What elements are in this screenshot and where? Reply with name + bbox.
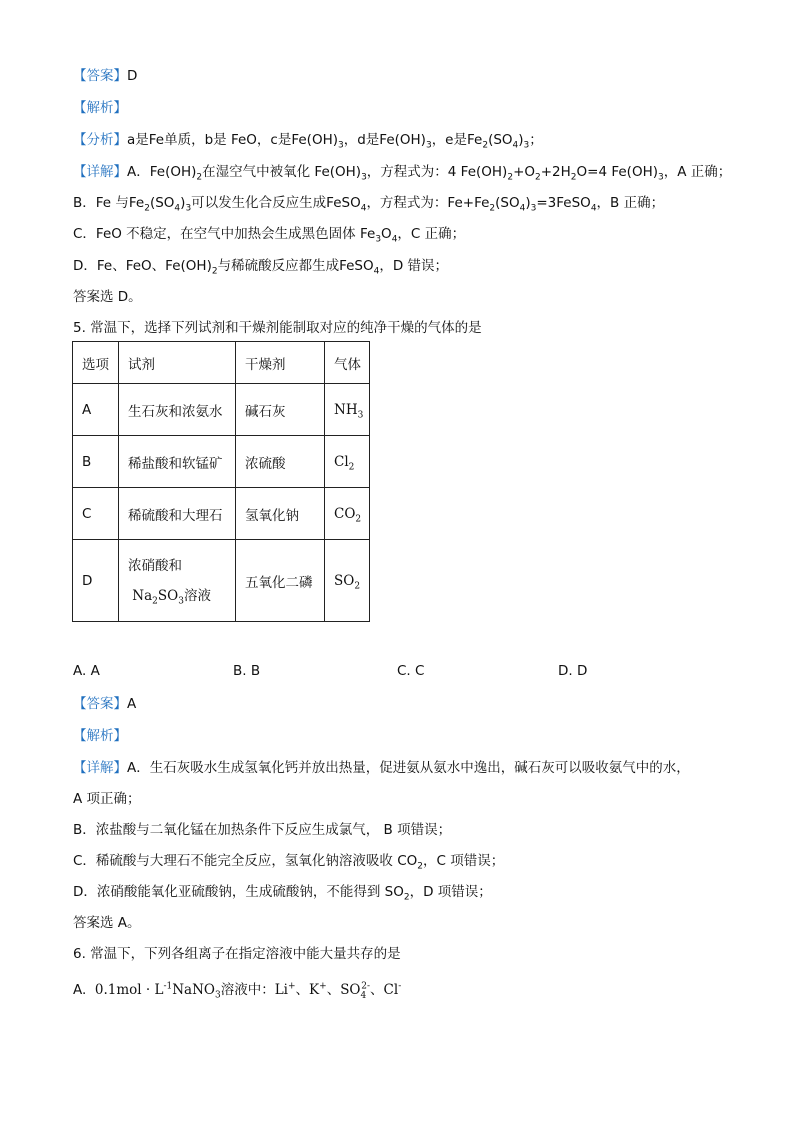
xiangjie-line-a <box>73 758 690 778</box>
fenxi-line: 【分析】a是Fe单质，b是 FeO，c是$Fe(OH)_3$，d是$Fe(OH)_3$，e是$Fe_2(SO_4)_3$； <box>73 132 543 151</box>
answer-choice: 答案选 A。 <box>73 915 141 931</box>
cell-reagent: 生石灰和浓氨水 <box>119 384 236 436</box>
cell-desiccant: 浓硫酸 <box>236 436 325 488</box>
header-desiccant: 干燥剂 <box>236 342 325 384</box>
q6-option-a: A. $0.1mol \cdot L^{-1}NaNO_3$溶液中：Li+、K+、$SO_4^{2-}$、Cl- <box>73 981 402 1001</box>
table-row <box>73 488 370 540</box>
explain-line-c: C．稀硫酸与大理石不能完全反应，氢氧化钠溶液吸收 $CO_2$，C 项错误； <box>73 853 505 872</box>
option-d: D. D <box>558 663 588 679</box>
header-option: 选项 <box>73 342 119 384</box>
answer-tag: 【答案】 <box>73 68 127 84</box>
cell-gas: $CO_2$ <box>325 488 370 540</box>
answer-value: A <box>127 696 137 712</box>
reagent-line-2: $Na_2SO_3$溶液 <box>132 587 211 607</box>
explain-text: A．生石灰吸水生成氢氧化钙并放出热量，促进氨从氨水中逸出，碱石灰可以吸收氨气中的水， <box>127 760 690 776</box>
cell-option: D <box>73 540 119 622</box>
cell-option: A <box>73 384 119 436</box>
table-row <box>73 436 370 488</box>
cell-reagent: 稀硫酸和大理石 <box>119 488 236 540</box>
option-a: A. A <box>73 663 100 679</box>
option-c: C. C <box>397 663 425 679</box>
answer-line <box>73 694 136 714</box>
answer-options <box>73 663 613 683</box>
explain-line-b: B．Fe 与$Fe_2(SO_4)_3$可以发生化合反应生成FeSO$_4$，方程式为：$Fe+Fe_2(SO_4)_3=3FeSO_4$，B 正确； <box>73 195 665 214</box>
cell-desiccant: 碱石灰 <box>236 384 325 436</box>
xiangjie-line-a: 【详解】A．$Fe(OH)_2$在湿空气中被氧化 $Fe(OH)_3$，方程式为：4 $Fe(OH)_2+O_2+2H_2O=4$ $Fe(OH)_3$，A 正确； <box>73 164 732 183</box>
fenxi-tag: 【分析】 <box>73 132 127 148</box>
cell-gas: $NH_3$ <box>325 384 370 436</box>
explain-line-b: B．浓盐酸与二氧化锰在加热条件下反应生成氯气， B 项错误； <box>73 822 452 838</box>
cell-option: B <box>73 436 119 488</box>
table-row <box>73 384 370 436</box>
reagent-line-1: 浓硝酸和 <box>128 557 182 574</box>
question-6: 6. 常温下，下列各组离子在指定溶液中能大量共存的是 <box>73 946 401 962</box>
xiangjie-tag: 【详解】 <box>73 760 127 776</box>
answer-line <box>73 66 137 86</box>
reagent-table <box>72 341 370 622</box>
answer-value: D <box>127 68 138 84</box>
cell-reagent: 稀盐酸和软锰矿 <box>119 436 236 488</box>
cell-gas: $Cl_2$ <box>325 436 370 488</box>
analysis-tag: 【解析】 <box>73 100 127 116</box>
analysis-tag: 【解析】 <box>73 728 127 744</box>
explain-line-a2: A 项正确； <box>73 791 141 807</box>
cell-desiccant: 氢氧化钠 <box>236 488 325 540</box>
cell-option: C <box>73 488 119 540</box>
explain-line-d: D．Fe、FeO、$Fe(OH)_2$与稀硫酸反应都生成FeSO$_4$，D 错误； <box>73 258 449 277</box>
table-row <box>73 540 370 622</box>
cell-reagent <box>119 540 236 622</box>
header-reagent: 试剂 <box>119 342 236 384</box>
question-5: 5. 常温下，选择下列试剂和干燥剂能制取对应的纯净干燥的气体的是 <box>73 320 482 336</box>
header-gas: 气体 <box>325 342 370 384</box>
answer-choice: 答案选 D。 <box>73 289 142 305</box>
cell-gas: $SO_2$ <box>325 540 370 622</box>
table-header-row <box>73 342 370 384</box>
xiangjie-tag: 【详解】 <box>73 164 127 180</box>
explain-line-c: C．FeO 不稳定，在空气中加热会生成黑色固体 $Fe_3O_4$，C 正确； <box>73 226 466 245</box>
cell-desiccant: 五氧化二磷 <box>236 540 325 622</box>
option-b: B. B <box>233 663 261 679</box>
answer-tag: 【答案】 <box>73 696 127 712</box>
explain-line-d: D．浓硝酸能氧化亚硫酸钠，生成硫酸钠，不能得到 $SO_2$，D 项错误； <box>73 884 492 903</box>
